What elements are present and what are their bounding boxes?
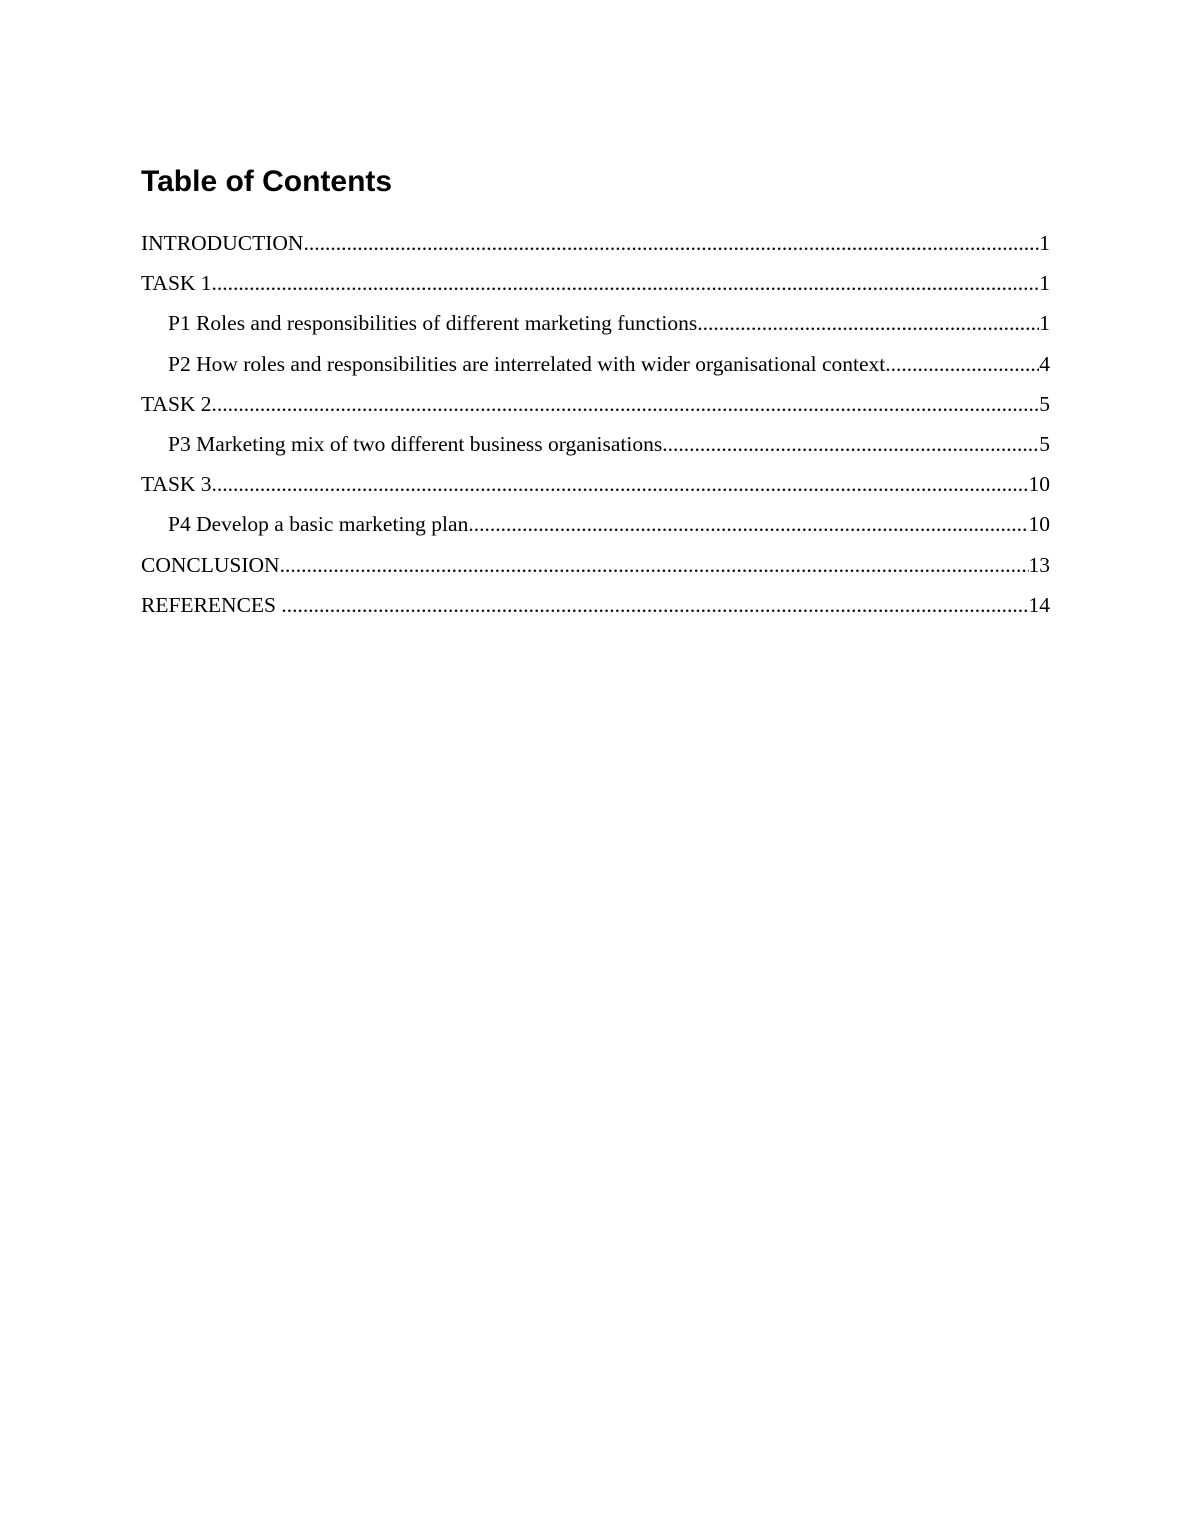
toc-list [141, 223, 1050, 625]
toc-dot-leader [885, 344, 1039, 384]
toc-page-number: 5 [1039, 391, 1050, 416]
toc-entry-text: TASK 1 [141, 271, 212, 296]
toc-entry-p1[interactable] [141, 303, 1050, 343]
toc-page-number: 1 [1039, 231, 1050, 255]
toc-entry-p4[interactable] [141, 504, 1050, 544]
toc-dot-leader [662, 424, 1039, 464]
toc-dot-leader [281, 585, 1028, 625]
toc-page-number: 4 [1039, 351, 1050, 376]
toc-dot-leader [468, 504, 1028, 544]
toc-entry-text: INTRODUCTION [141, 231, 304, 255]
toc-entry-text: P2 How roles and responsibilities are interrelated with wider organisational context [168, 351, 886, 376]
toc-entry-text: P1 Roles and responsibilities of different marketing functions [168, 311, 698, 336]
toc-entry-conclusion[interactable] [141, 545, 1050, 585]
toc-entry-text: REFERENCES [141, 592, 282, 617]
toc-page-number: 10 [1028, 472, 1050, 497]
toc-entry-p3[interactable] [141, 424, 1050, 464]
toc-page-number: 14 [1028, 592, 1050, 617]
toc-page-number: 1 [1039, 311, 1050, 336]
toc-dot-leader [697, 303, 1039, 343]
toc-entry-text: TASK 2 [141, 391, 212, 416]
toc-entry-text: CONCLUSION [141, 552, 280, 577]
toc-dot-leader [212, 464, 1029, 504]
toc-entry-text: P4 Develop a basic marketing plan [168, 512, 469, 537]
toc-dot-leader [280, 545, 1029, 585]
toc-entry-task-2[interactable] [141, 384, 1050, 424]
toc-page-number: 5 [1039, 431, 1050, 456]
toc-entry-introduction[interactable] [141, 223, 1050, 263]
toc-dot-leader [212, 384, 1040, 424]
toc-dot-leader [303, 223, 1039, 263]
toc-dot-leader [212, 263, 1040, 303]
toc-heading: Table of Contents [141, 165, 393, 198]
toc-entry-p2[interactable] [141, 344, 1050, 384]
toc-page-number: 10 [1028, 512, 1050, 537]
toc-page-number: 13 [1028, 552, 1050, 577]
toc-entry-task-1[interactable] [141, 263, 1050, 303]
toc-entry-task-3[interactable] [141, 464, 1050, 504]
toc-page-number: 1 [1039, 271, 1050, 296]
toc-entry-text: P3 Marketing mix of two different business organisations [168, 431, 663, 456]
toc-entry-references[interactable] [141, 585, 1050, 625]
toc-entry-text: TASK 3 [141, 472, 212, 497]
